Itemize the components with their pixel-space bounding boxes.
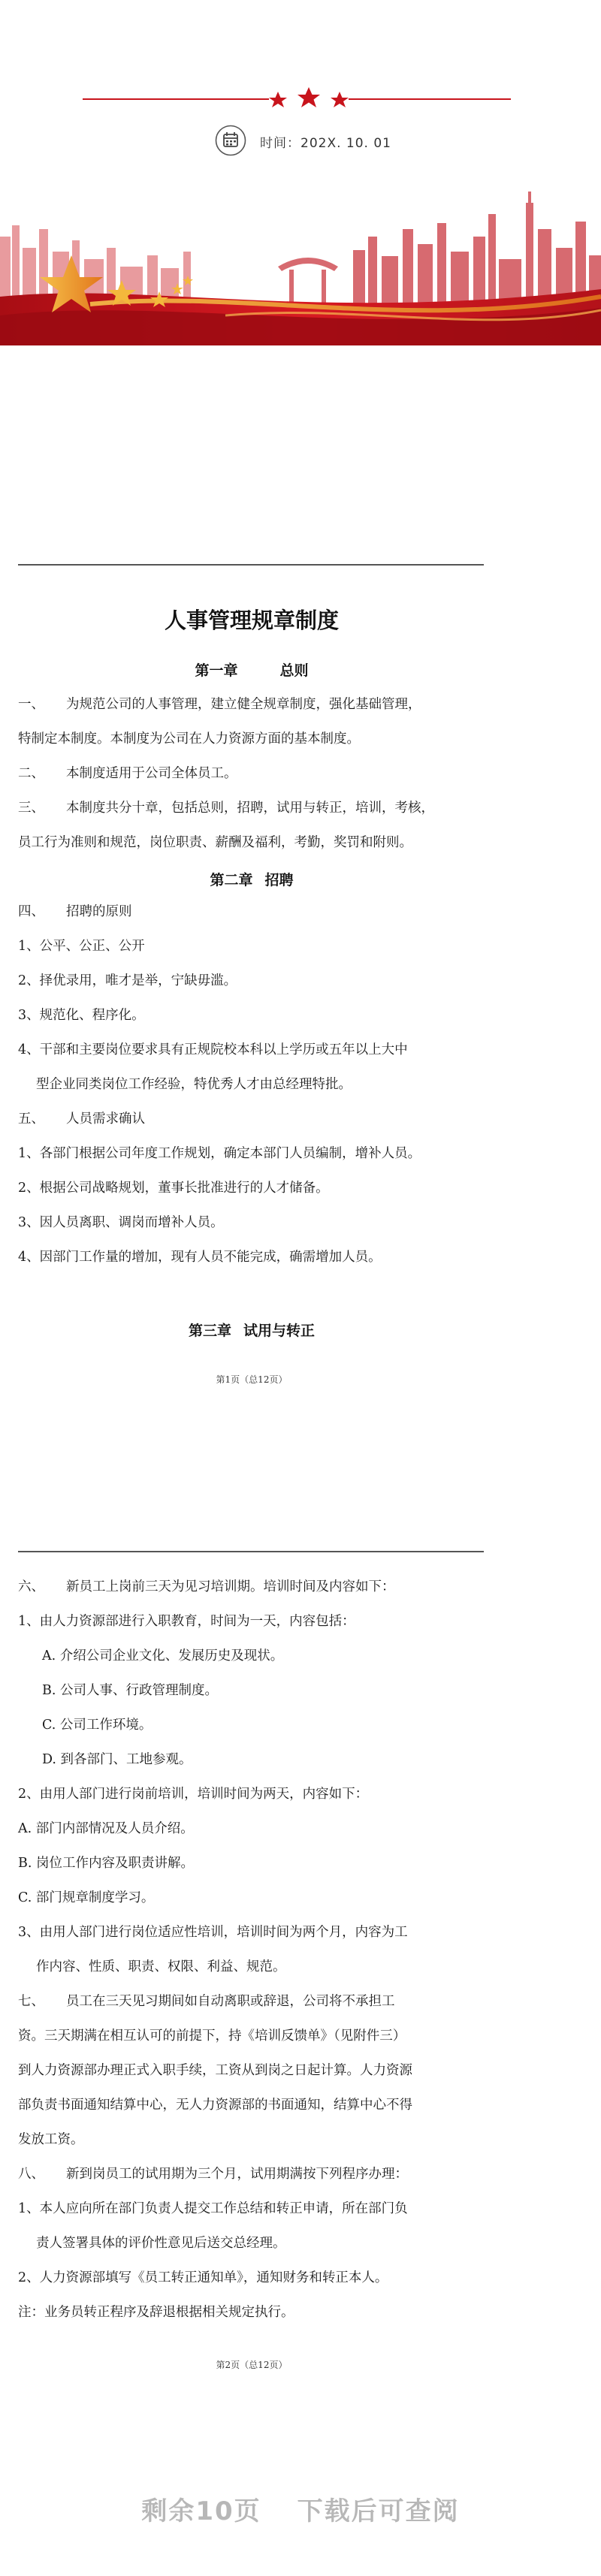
list-item-text: 责人签署具体的评价性意见后送交总经理。 — [36, 2236, 286, 2251]
list-item-text: 1、本人应向所在部门负责人提交工作总结和转正申请，所在部门负 — [18, 2201, 408, 2216]
section-text: 人员需求确认 — [66, 1112, 145, 1127]
section-text: 发放工资。 — [18, 2132, 84, 2147]
section-text: 本制度共分十章，包括总则，招聘，试用与转正，培训，考核， — [66, 801, 434, 816]
list-item — [18, 2191, 484, 2261]
list-item: 3、规范化、程序化。 — [18, 1008, 145, 1023]
section-text: 招聘的原则 — [66, 904, 132, 919]
remaining-pages-banner[interactable] — [0, 2490, 601, 2527]
section-6 — [18, 1570, 484, 1604]
list-item-text: 作内容、性质、职责、权限、利益、规范。 — [36, 1959, 286, 1974]
chapter-name: 试用与转正 — [243, 1323, 316, 1339]
list-item: 1、由人力资源部进行入职教育，时间为一天，内容包括： — [18, 1614, 355, 1629]
list-item: 1、各部门根据公司年度工作规划，确定本部门人员编制，增补人员。 — [18, 1146, 421, 1161]
list-item: 3、因人员离职、调岗而增补人员。 — [18, 1215, 224, 1230]
section-8 — [18, 2157, 484, 2191]
section-number: 七、 — [18, 1994, 44, 2009]
page-separator — [18, 1551, 484, 1552]
section-2 — [18, 756, 484, 791]
list-item-text: 4、干部和主要岗位要求具有正规院校本科以上学历或五年以上大中 — [18, 1042, 408, 1057]
cover-date: 时间：202X. 10. 01 — [260, 136, 391, 151]
page-separator — [18, 564, 484, 566]
chapter-number: 第三章 — [188, 1323, 231, 1339]
chapter-number: 第二章 — [210, 872, 253, 888]
section-text: 新到岗员工的试用期为三个月，试用期满按下列程序办理： — [66, 2167, 408, 2182]
section-number: 八、 — [18, 2167, 44, 2182]
sub-item: A. 部门内部情况及人员介绍。 — [18, 1821, 194, 1836]
chapter-name: 招聘 — [264, 872, 294, 888]
list-item: 2、择优录用，唯才是举，宁缺毋滥。 — [18, 973, 237, 988]
list-item: 2、人力资源部填写《员工转正通知单》，通知财务和转正本人。 — [18, 2270, 388, 2285]
section-5 — [18, 1102, 484, 1136]
list-item: 1、公平、公正、公开 — [18, 939, 145, 954]
section-4 — [18, 894, 484, 929]
list-item — [18, 1033, 484, 1102]
section-text: 为规范公司的人事管理，建立健全规章制度，强化基础管理， — [66, 697, 421, 712]
chapter-3-heading — [0, 1320, 503, 1340]
section-number: 二、 — [18, 766, 44, 781]
sub-item: A. 介绍公司企业文化、发展历史及现状。 — [42, 1648, 284, 1664]
section-number: 五、 — [18, 1112, 44, 1127]
three-stars-icon — [267, 86, 350, 113]
download-prompt-text: 下载后可查阅 — [297, 2496, 460, 2526]
city-skyline-banner — [0, 184, 601, 345]
section-text: 员工在三天见习期间如自动离职或辞退，公司将不承担工 — [66, 1994, 395, 2009]
section-3 — [18, 791, 484, 860]
sub-item: D. 到各部门、工地参观。 — [42, 1752, 192, 1767]
section-text: 资。三天期满在相互认可的前提下，持《培训反馈单》（见附件三） — [18, 2029, 406, 2044]
section-text: 到人力资源部办理正式入职手续，工资从到岗之日起计算。人力资源 — [18, 2063, 412, 2078]
sub-item: B. 岗位工作内容及职责讲解。 — [18, 1856, 194, 1871]
list-item-text: 型企业同类岗位工作经验，特优秀人才由总经理特批。 — [36, 1077, 352, 1092]
section-number: 四、 — [18, 904, 44, 919]
chapter-2-heading — [0, 869, 503, 889]
remaining-pages-text: 剩余10页 — [141, 2496, 261, 2526]
page-footer: 第1页（总12页） — [216, 1374, 288, 1385]
section-text: 特制定本制度。本制度为公司在人力资源方面的基本制度。 — [18, 731, 360, 747]
list-item: 2、根据公司战略规划，董事长批准进行的人才储备。 — [18, 1181, 329, 1196]
list-item — [18, 1915, 484, 1984]
chapter-name: 总则 — [279, 662, 309, 679]
section-text: 本制度适用于公司全体员工。 — [66, 766, 237, 781]
list-item: 4、因部门工作量的增加，现有人员不能完成，确需增加人员。 — [18, 1250, 382, 1265]
section-text: 员工行为准则和规范，岗位职责、薪酬及福利，考勤，奖罚和附则。 — [18, 835, 412, 850]
list-item: 2、由用人部门进行岗前培训，培训时间为两天，内容如下： — [18, 1787, 369, 1802]
note: 注：业务员转正程序及辞退根据相关规定执行。 — [18, 2305, 294, 2320]
section-text: 部负责书面通知结算中心，无人力资源部的书面通知，结算中心不得 — [18, 2098, 412, 2113]
section-number: 一、 — [18, 697, 44, 712]
chapter-1-heading — [0, 659, 503, 680]
sub-item: C. 公司工作环境。 — [42, 1718, 153, 1733]
section-7 — [18, 1984, 484, 2157]
list-item-text: 3、由用人部门进行岗位适应性培训，培训时间为两个月，内容为工 — [18, 1925, 408, 1940]
page-footer: 第2页（总12页） — [216, 2360, 288, 2370]
sub-item: C. 部门规章制度学习。 — [18, 1890, 155, 1905]
section-text: 新员工上岗前三天为见习培训期。培训时间及内容如下： — [66, 1579, 395, 1594]
document-title: 人事管理规章制度 — [164, 608, 339, 633]
section-number: 三、 — [18, 801, 44, 816]
chapter-number: 第一章 — [195, 662, 238, 679]
cover-line-left — [83, 98, 269, 100]
cover-line-right — [349, 98, 511, 100]
section-number: 六、 — [18, 1579, 44, 1594]
section-1 — [18, 687, 484, 756]
calendar-icon — [215, 125, 246, 156]
sub-item: B. 公司人事、行政管理制度。 — [42, 1683, 218, 1698]
